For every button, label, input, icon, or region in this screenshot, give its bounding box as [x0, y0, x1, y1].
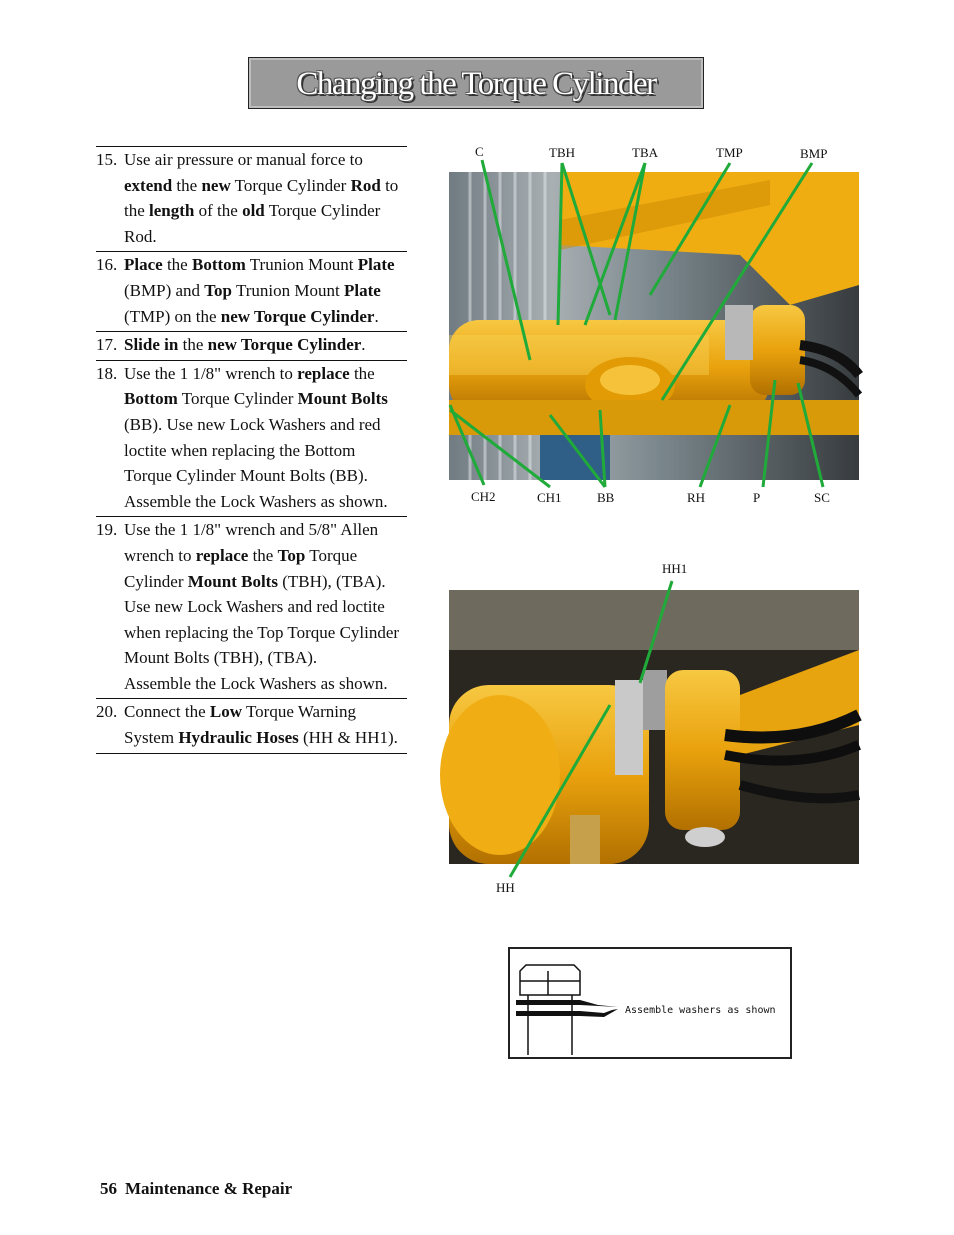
step-15 [96, 146, 407, 251]
callout-label-rh: RH [687, 490, 706, 505]
step-text-run: (TBH), (TBA). Use new Lock Washers and red loctite when replacing the Top Torque Cylinder Mount Bolts (TBH), (TBA). [124, 571, 412, 668]
step-text-emphasis: Rod [350, 175, 381, 195]
step-18 [96, 360, 407, 517]
washer-diagram [508, 947, 793, 1060]
step-text-emphasis: Top [204, 280, 233, 300]
step-text-emphasis: Hydraulic Hoses [178, 728, 299, 748]
steps-list [96, 146, 412, 754]
step-text-run: the [172, 175, 202, 195]
step-text-run: (BMP) and [124, 255, 399, 300]
callout-label-ch2: CH2 [471, 489, 496, 504]
step-text-emphasis: Low [209, 702, 243, 722]
page-title: Changing the Torque Cylinder [296, 66, 656, 102]
step-text-emphasis: length [149, 201, 195, 221]
step-text-run: (TMP) on the [124, 280, 386, 326]
page-footer [100, 1179, 300, 1199]
section-name: Maintenance & Repair [125, 1179, 293, 1198]
callout-label-bmp: BMP [800, 146, 828, 161]
callout-label-tbh: TBH [549, 145, 575, 160]
photo-1-top-labels [475, 144, 827, 161]
step-number: 19. [96, 520, 118, 540]
step-text-run: (HH & HH1). [298, 728, 398, 748]
step-text-run: Trunion Mount [232, 280, 344, 300]
step-text-run: (BB). Use new Lock Washers and red loctite when replacing the Bottom Torque Cylinder Mount Bolts (BB). Assemble the Lock Washers as shown. [124, 389, 393, 511]
step-text-emphasis: new Torque Cylinder [207, 335, 362, 355]
step-text-run: . [361, 335, 366, 355]
photo-1-figure [440, 135, 870, 515]
step-text-emphasis: Bottom [124, 389, 178, 409]
photo-1 [449, 172, 859, 480]
step-text [124, 252, 407, 329]
step-text [124, 147, 407, 249]
step-text-emphasis: new Torque Cylinder [220, 306, 375, 326]
step-text-run: Torque Cylinder [177, 389, 298, 409]
photo-2 [440, 590, 859, 864]
step-19 [96, 516, 412, 698]
step-text [124, 361, 407, 515]
step-text-run: the [162, 255, 192, 275]
callout-label-c: C [475, 144, 484, 159]
step-text-emphasis: replace [195, 545, 249, 565]
photo-1-bottom-labels [471, 489, 830, 505]
step-20 [96, 698, 407, 753]
step-text-run: Torque Warning System [124, 702, 361, 748]
callout-label-sc: SC [814, 490, 830, 505]
step-text-emphasis: Slide in [124, 335, 179, 355]
step-text-emphasis: Top [277, 545, 306, 565]
step-text-run: Use the 1 1/8" wrench and 5/8" Allen wrench to [124, 520, 383, 565]
step-text-emphasis: old [242, 201, 265, 221]
step-text-run: of the [194, 201, 243, 221]
step-text-run: to the [124, 175, 403, 221]
step-text [124, 699, 407, 750]
photo-2-figure [440, 555, 870, 900]
step-text-emphasis: Mount Bolts [187, 571, 278, 591]
step-text-run: Assemble the Lock Washers as shown. [124, 673, 388, 693]
step-16 [96, 251, 407, 331]
step-text [124, 332, 407, 358]
callout-label-bb: BB [597, 490, 615, 505]
step-text-emphasis: replace [297, 363, 350, 383]
step-17 [96, 331, 407, 360]
title-banner [248, 57, 704, 109]
callout-label-ch1: CH1 [537, 490, 562, 505]
step-text-run: Use the 1 1/8" wrench to [124, 363, 298, 383]
callout-label-tba: TBA [632, 145, 658, 160]
step-text-run: Torque Cylinder [230, 175, 351, 195]
step-text-emphasis: Plate [357, 255, 395, 275]
page-number: 56 [100, 1179, 117, 1198]
step-text-run: Torque Cylinder [124, 545, 362, 591]
step-number: 17. [96, 335, 118, 355]
step-text-run: the [178, 335, 208, 355]
step-text-run: the [349, 363, 379, 383]
callout-label-hh1: HH1 [662, 561, 688, 576]
step-text-run: Use air pressure or manual force to [124, 150, 368, 169]
callout-label-tmp: TMP [716, 145, 743, 160]
step-text [124, 517, 412, 696]
step-number: 20. [96, 702, 118, 722]
step-text-emphasis: Bottom [191, 255, 246, 275]
step-number: 16. [96, 255, 118, 275]
step-text-emphasis: Place [124, 255, 163, 275]
step-number: 18. [96, 363, 118, 383]
step-text-run: Connect the [124, 702, 210, 722]
washer-caption: Assemble washers as shown [625, 1005, 776, 1016]
callout-label-p: P [753, 490, 761, 505]
step-text-emphasis: Mount Bolts [297, 389, 388, 409]
step-text-emphasis: Plate [343, 280, 381, 300]
step-text-run: the [248, 545, 278, 565]
callout-label-hh: HH [496, 880, 515, 895]
step-text-run: . [374, 306, 379, 326]
step-text-emphasis: new [201, 175, 231, 195]
step-number: 15. [96, 150, 118, 169]
step-text-run: Trunion Mount [245, 255, 358, 275]
step-text-run: Torque Cylinder Rod. [124, 201, 385, 246]
step-text-emphasis: extend [124, 175, 173, 195]
